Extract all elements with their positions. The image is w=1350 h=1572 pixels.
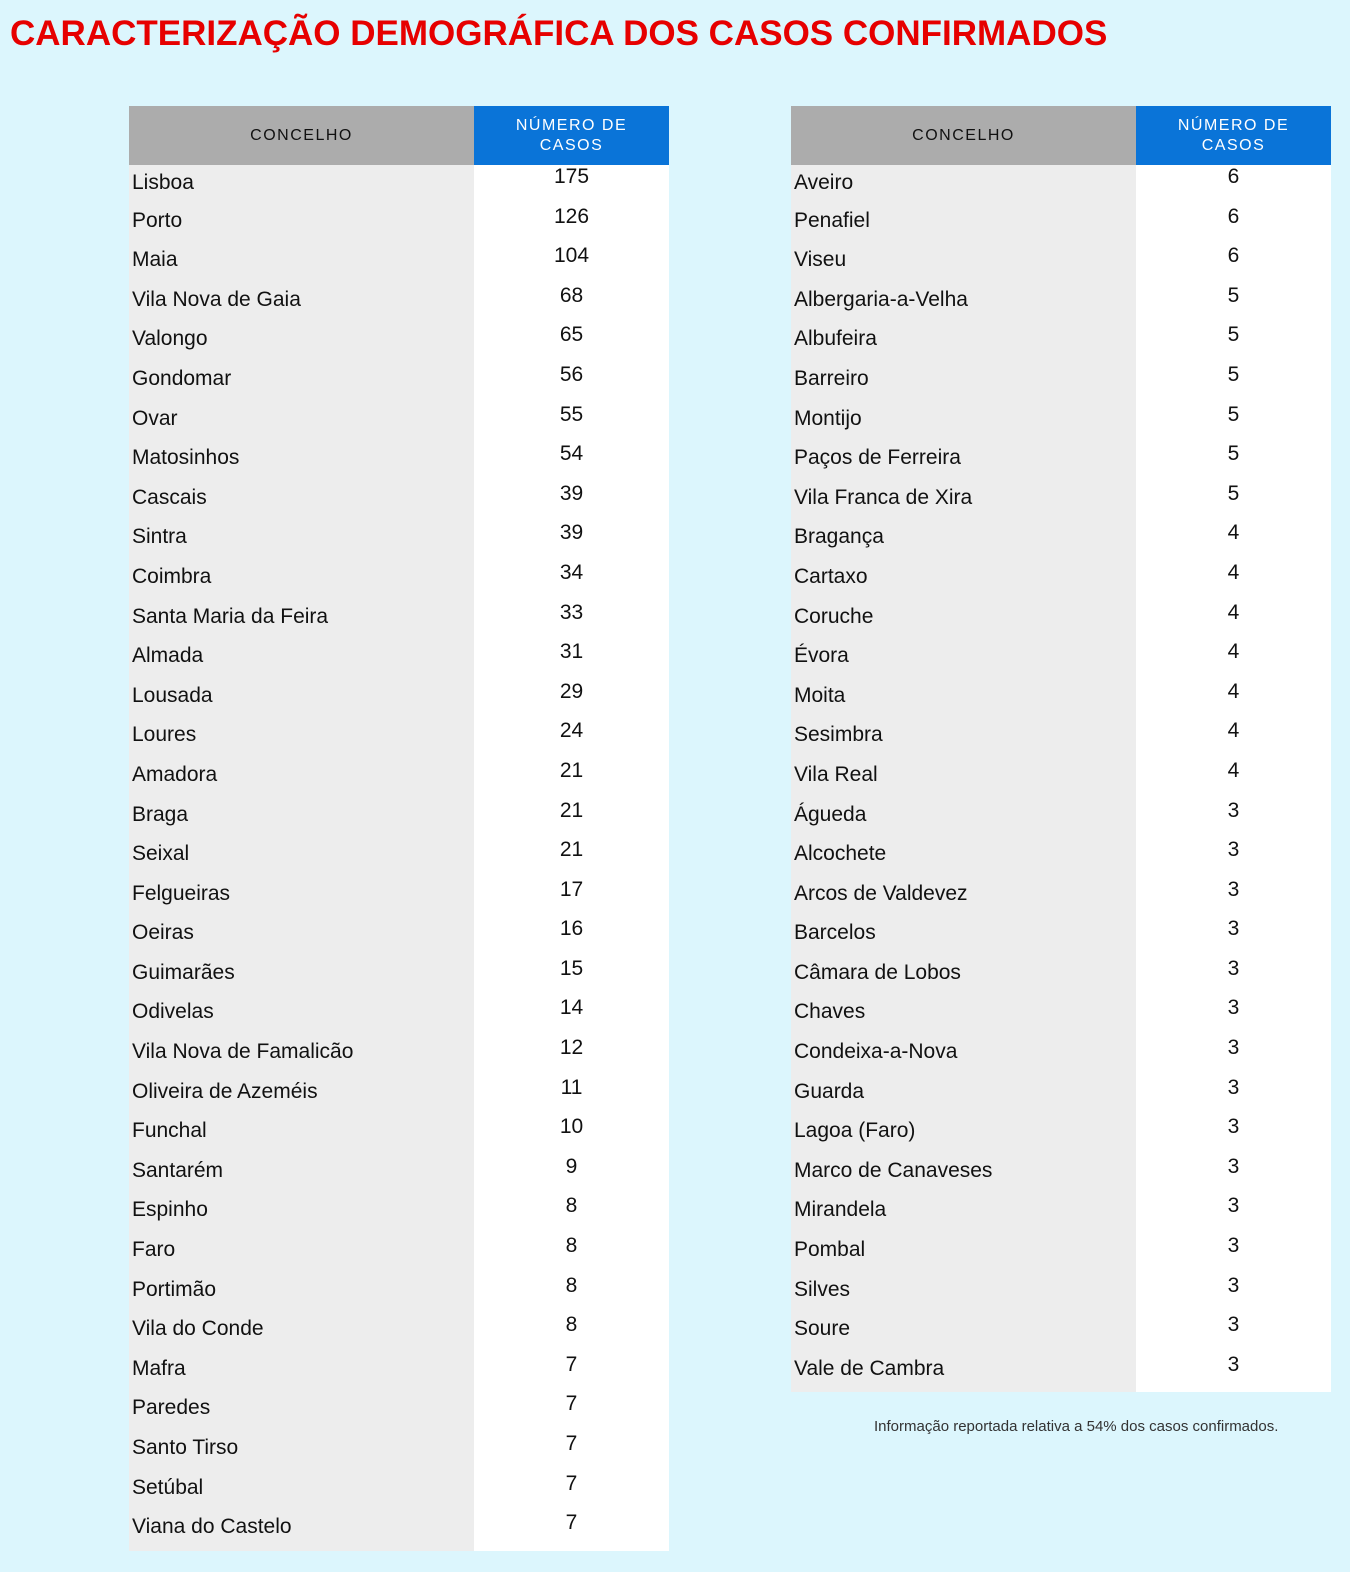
concelho-cell: Alcochete — [791, 838, 1136, 878]
table-row — [791, 799, 1331, 839]
table-row — [791, 1155, 1331, 1195]
cases-count-cell: 5 — [1136, 363, 1331, 403]
table-row — [129, 1472, 669, 1512]
table-row — [129, 1432, 669, 1472]
table-row — [791, 1313, 1331, 1353]
table-row — [791, 442, 1331, 482]
table-row — [129, 838, 669, 878]
cases-count-cell: 5 — [1136, 284, 1331, 324]
table-row — [791, 323, 1331, 363]
concelho-cell: Sesimbra — [791, 719, 1136, 759]
table-row — [791, 165, 1331, 205]
table-body-right — [791, 165, 1331, 1392]
cases-count-cell: 8 — [474, 1274, 669, 1314]
table-row — [129, 601, 669, 641]
cases-count-cell: 7 — [474, 1432, 669, 1472]
table-row — [791, 957, 1331, 997]
table-row — [129, 878, 669, 918]
table-row — [129, 1115, 669, 1155]
cases-count-cell: 8 — [474, 1313, 669, 1353]
table-row — [129, 1353, 669, 1393]
concelho-cell: Santarém — [129, 1155, 474, 1195]
concelho-cell: Setúbal — [129, 1472, 474, 1512]
concelho-cell: Viseu — [791, 244, 1136, 284]
concelho-cell: Albergaria-a-Velha — [791, 284, 1136, 324]
cases-count-cell: 6 — [1136, 165, 1331, 205]
concelho-cell: Viana do Castelo — [129, 1511, 474, 1551]
cases-count-cell: 21 — [474, 799, 669, 839]
cases-count-cell: 5 — [1136, 403, 1331, 443]
cases-count-cell: 3 — [1136, 957, 1331, 997]
concelho-cell: Évora — [791, 640, 1136, 680]
concelho-cell: Vila Nova de Gaia — [129, 284, 474, 324]
table-row — [791, 878, 1331, 918]
cases-count-cell: 7 — [474, 1392, 669, 1432]
concelho-cell: Aveiro — [791, 165, 1136, 205]
concelho-cell: Cascais — [129, 482, 474, 522]
concelho-cell: Barcelos — [791, 917, 1136, 957]
cases-count-cell: 21 — [474, 759, 669, 799]
concelho-cell: Paredes — [129, 1392, 474, 1432]
concelho-cell: Lisboa — [129, 165, 474, 205]
table-row — [129, 680, 669, 720]
table-row — [129, 719, 669, 759]
cases-count-cell: 54 — [474, 442, 669, 482]
cases-count-cell: 6 — [1136, 205, 1331, 245]
table-row — [129, 1076, 669, 1116]
table-row — [129, 442, 669, 482]
table-row — [129, 521, 669, 561]
cases-count-cell: 3 — [1136, 1353, 1331, 1393]
concelho-cell: Braga — [129, 799, 474, 839]
table-row — [791, 1076, 1331, 1116]
concelho-cell: Chaves — [791, 996, 1136, 1036]
column-header-concelho: CONCELHO — [129, 106, 474, 165]
concelho-cell: Santa Maria da Feira — [129, 601, 474, 641]
header-line-1: NÚMERO DE — [515, 116, 628, 134]
concelho-cell: Cartaxo — [791, 561, 1136, 601]
concelho-cell: Condeixa-a-Nova — [791, 1036, 1136, 1076]
cases-count-cell: 10 — [474, 1115, 669, 1155]
concelho-cell: Pombal — [791, 1234, 1136, 1274]
cases-count-cell: 126 — [474, 205, 669, 245]
table-header-row — [129, 106, 669, 165]
table-body-left — [129, 165, 669, 1551]
concelho-cell: Oliveira de Azeméis — [129, 1076, 474, 1116]
table-row — [791, 680, 1331, 720]
cases-count-cell: 3 — [1136, 1313, 1331, 1353]
table-row — [129, 561, 669, 601]
concelho-cell: Seixal — [129, 838, 474, 878]
table-header-row — [791, 106, 1331, 165]
table-row — [129, 996, 669, 1036]
table-row — [791, 244, 1331, 284]
table-row — [129, 1392, 669, 1432]
cases-count-cell: 3 — [1136, 996, 1331, 1036]
column-header-numero-casos — [474, 106, 669, 165]
table-row — [791, 1115, 1331, 1155]
concelho-cell: Soure — [791, 1313, 1136, 1353]
concelho-cell: Porto — [129, 205, 474, 245]
cases-count-cell: 11 — [474, 1076, 669, 1116]
cases-table-right — [791, 106, 1331, 1392]
concelho-cell: Matosinhos — [129, 442, 474, 482]
table-row — [791, 719, 1331, 759]
table-row — [791, 917, 1331, 957]
cases-count-cell: 6 — [1136, 244, 1331, 284]
concelho-cell: Maia — [129, 244, 474, 284]
table-row — [791, 1194, 1331, 1234]
concelho-cell: Lousada — [129, 680, 474, 720]
concelho-cell: Guimarães — [129, 957, 474, 997]
cases-count-cell: 3 — [1136, 878, 1331, 918]
cases-count-cell: 3 — [1136, 1036, 1331, 1076]
concelho-cell: Barreiro — [791, 363, 1136, 403]
cases-count-cell: 3 — [1136, 1076, 1331, 1116]
concelho-cell: Mafra — [129, 1353, 474, 1393]
table-row — [129, 363, 669, 403]
table-row — [129, 165, 669, 205]
cases-count-cell: 68 — [474, 284, 669, 324]
table-row — [791, 284, 1331, 324]
cases-count-cell: 3 — [1136, 1115, 1331, 1155]
cases-count-cell: 33 — [474, 601, 669, 641]
header-line-2: CASOS — [539, 136, 604, 154]
concelho-cell: Guarda — [791, 1076, 1136, 1116]
table-row — [129, 1155, 669, 1195]
concelho-cell: Montijo — [791, 403, 1136, 443]
cases-count-cell: 4 — [1136, 719, 1331, 759]
concelho-cell: Funchal — [129, 1115, 474, 1155]
cases-table-left — [129, 106, 669, 1551]
table-row — [129, 917, 669, 957]
cases-count-cell: 8 — [474, 1194, 669, 1234]
concelho-cell: Vila Franca de Xira — [791, 482, 1136, 522]
cases-count-cell: 3 — [1136, 1194, 1331, 1234]
concelho-cell: Arcos de Valdevez — [791, 878, 1136, 918]
cases-count-cell: 4 — [1136, 521, 1331, 561]
cases-count-cell: 3 — [1136, 1234, 1331, 1274]
cases-count-cell: 5 — [1136, 482, 1331, 522]
concelho-cell: Valongo — [129, 323, 474, 363]
table-row — [791, 1353, 1331, 1393]
concelho-cell: Portimão — [129, 1274, 474, 1314]
cases-count-cell: 5 — [1136, 323, 1331, 363]
header-line-2: CASOS — [1201, 136, 1266, 154]
table-row — [791, 205, 1331, 245]
concelho-cell: Almada — [129, 640, 474, 680]
concelho-cell: Bragança — [791, 521, 1136, 561]
table-row — [791, 561, 1331, 601]
cases-count-cell: 4 — [1136, 601, 1331, 641]
table-row — [129, 1194, 669, 1234]
concelho-cell: Faro — [129, 1234, 474, 1274]
concelho-cell: Mirandela — [791, 1194, 1136, 1234]
cases-count-cell: 4 — [1136, 680, 1331, 720]
concelho-cell: Vila Real — [791, 759, 1136, 799]
concelho-cell: Vila do Conde — [129, 1313, 474, 1353]
concelho-cell: Gondomar — [129, 363, 474, 403]
cases-count-cell: 7 — [474, 1511, 669, 1551]
concelho-cell: Paços de Ferreira — [791, 442, 1136, 482]
concelho-cell: Águeda — [791, 799, 1136, 839]
concelho-cell: Marco de Canaveses — [791, 1155, 1136, 1195]
cases-count-cell: 17 — [474, 878, 669, 918]
column-header-numero-casos — [1136, 106, 1331, 165]
concelho-cell: Espinho — [129, 1194, 474, 1234]
table-row — [791, 482, 1331, 522]
cases-count-cell: 3 — [1136, 799, 1331, 839]
cases-count-cell: 104 — [474, 244, 669, 284]
table-row — [791, 1036, 1331, 1076]
table-row — [129, 403, 669, 443]
table-row — [129, 1036, 669, 1076]
table-row — [129, 759, 669, 799]
concelho-cell: Câmara de Lobos — [791, 957, 1136, 997]
cases-count-cell: 175 — [474, 165, 669, 205]
cases-count-cell: 65 — [474, 323, 669, 363]
table-row — [791, 996, 1331, 1036]
concelho-cell: Moita — [791, 680, 1136, 720]
table-row — [791, 601, 1331, 641]
cases-count-cell: 14 — [474, 996, 669, 1036]
cases-count-cell: 5 — [1136, 442, 1331, 482]
concelho-cell: Sintra — [129, 521, 474, 561]
concelho-cell: Oeiras — [129, 917, 474, 957]
table-row — [791, 1274, 1331, 1314]
table-row — [129, 640, 669, 680]
cases-count-cell: 39 — [474, 482, 669, 522]
concelho-cell: Vale de Cambra — [791, 1353, 1136, 1393]
cases-count-cell: 4 — [1136, 640, 1331, 680]
concelho-cell: Ovar — [129, 403, 474, 443]
cases-count-cell: 24 — [474, 719, 669, 759]
cases-count-cell: 12 — [474, 1036, 669, 1076]
cases-count-cell: 21 — [474, 838, 669, 878]
cases-count-cell: 3 — [1136, 1155, 1331, 1195]
concelho-cell: Coruche — [791, 601, 1136, 641]
table-row — [129, 957, 669, 997]
concelho-cell: Santo Tirso — [129, 1432, 474, 1472]
cases-count-cell: 29 — [474, 680, 669, 720]
table-row — [129, 1511, 669, 1551]
cases-count-cell: 4 — [1136, 759, 1331, 799]
cases-count-cell: 39 — [474, 521, 669, 561]
cases-count-cell: 3 — [1136, 1274, 1331, 1314]
concelho-cell: Vila Nova de Famalicão — [129, 1036, 474, 1076]
table-row — [791, 759, 1331, 799]
table-row — [129, 1234, 669, 1274]
concelho-cell: Silves — [791, 1274, 1136, 1314]
cases-count-cell: 9 — [474, 1155, 669, 1195]
table-row — [791, 363, 1331, 403]
column-header-concelho: CONCELHO — [791, 106, 1136, 165]
cases-count-cell: 15 — [474, 957, 669, 997]
table-row — [129, 1313, 669, 1353]
concelho-cell: Penafiel — [791, 205, 1136, 245]
concelho-cell: Lagoa (Faro) — [791, 1115, 1136, 1155]
cases-count-cell: 4 — [1136, 561, 1331, 601]
table-row — [129, 323, 669, 363]
table-row — [791, 521, 1331, 561]
table-row — [791, 640, 1331, 680]
cases-count-cell: 31 — [474, 640, 669, 680]
cases-count-cell: 55 — [474, 403, 669, 443]
table-row — [129, 205, 669, 245]
cases-count-cell: 3 — [1136, 917, 1331, 957]
table-row — [129, 799, 669, 839]
table-row — [791, 838, 1331, 878]
cases-count-cell: 7 — [474, 1353, 669, 1393]
cases-count-cell: 8 — [474, 1234, 669, 1274]
table-row — [791, 403, 1331, 443]
cases-count-cell: 56 — [474, 363, 669, 403]
table-row — [129, 1274, 669, 1314]
table-row — [129, 284, 669, 324]
concelho-cell: Coimbra — [129, 561, 474, 601]
concelho-cell: Loures — [129, 719, 474, 759]
footnote: Informação reportada relativa a 54% dos casos confirmados. — [874, 1418, 1279, 1435]
cases-count-cell: 7 — [474, 1472, 669, 1512]
concelho-cell: Odivelas — [129, 996, 474, 1036]
table-row — [791, 1234, 1331, 1274]
concelho-cell: Amadora — [129, 759, 474, 799]
page-title: CARACTERIZAÇÃO DEMOGRÁFICA DOS CASOS CONFIRMADOS — [10, 14, 1108, 53]
table-row — [129, 482, 669, 522]
concelho-cell: Felgueiras — [129, 878, 474, 918]
cases-count-cell: 34 — [474, 561, 669, 601]
header-line-1: NÚMERO DE — [1177, 116, 1290, 134]
cases-count-cell: 16 — [474, 917, 669, 957]
concelho-cell: Albufeira — [791, 323, 1136, 363]
table-row — [129, 244, 669, 284]
cases-count-cell: 3 — [1136, 838, 1331, 878]
